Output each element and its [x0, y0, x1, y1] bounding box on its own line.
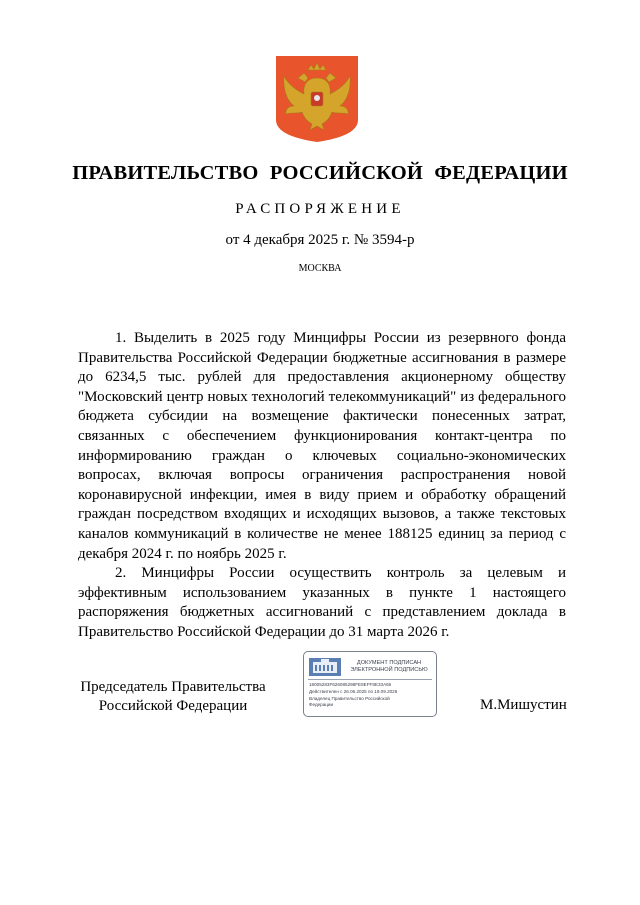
government-title: ПРАВИТЕЛЬСТВО РОССИЙСКОЙ ФЕДЕРАЦИИ [72, 162, 568, 184]
stamp-certificate: 18005283F626085298FE8EFF8E33A66 [309, 682, 392, 687]
stamp-owner-line2: Федерации [309, 702, 334, 707]
signatory-position [78, 678, 268, 716]
signatory-name: М.Мишустин [480, 697, 567, 713]
document-type: РАСПОРЯЖЕНИЕ [235, 201, 405, 217]
signatory-position-line1: Председатель Правительства [80, 679, 266, 695]
stamp-validity: Действителен с 26.06.2025 по 19.09.2026 [309, 689, 398, 694]
document-body [78, 329, 566, 643]
stamp-heading-line2: ЭЛЕКТРОННОЙ ПОДПИСЬЮ [350, 667, 428, 673]
government-building-icon [309, 658, 341, 676]
paragraph-2: 2. Минцифры России осуществить контроль за целевым и эффективным использованием указанных в пункте 1 настоящего распоряжения бюджетных ассигнований с представлением доклада в Правительство Российской Федерации до 31 марта 2026 г. [78, 565, 566, 640]
coat-of-arms-icon [276, 56, 358, 142]
signatory-position-line2: Российской Федерации [98, 698, 248, 714]
stamp-divider [308, 679, 432, 680]
stamp-heading-line1: ДОКУМЕНТ ПОДПИСАН [356, 660, 422, 666]
document-city: МОСКВА [298, 263, 342, 274]
stamp-owner-line1: Владелец Правительство Российской [309, 696, 390, 701]
electronic-signature-stamp [303, 651, 437, 717]
paragraph-1: 1. Выделить в 2025 году Минцифры России из резервного фонда Правительства Российской Федерации бюджетные ассигнования в размере до 6234,5 тыс. рублей для предоставления акционерному обществу "Московский центр новых технологий телекоммуникаций" из федерального бюджета субсидии на возмещение фактически понесенных затрат, связанных с обеспечением функционирования контакт-центра по информированию граждан о ключевых социально-экономических вопросах, включая вопросы ограничения распространения новой коронавирусной инфекции, имея в виду прием и обработку обращений граждан посредством входящих и исходящих вызовов, а также текстовых каналов коммуникаций в количестве не менее 188125 единиц за период с декабря 2024 г. по ноябрь 2025 г. [78, 330, 566, 562]
document-date-number: от 4 декабря 2025 г. № 3594-р [225, 232, 415, 248]
stamp-heading [344, 660, 434, 674]
